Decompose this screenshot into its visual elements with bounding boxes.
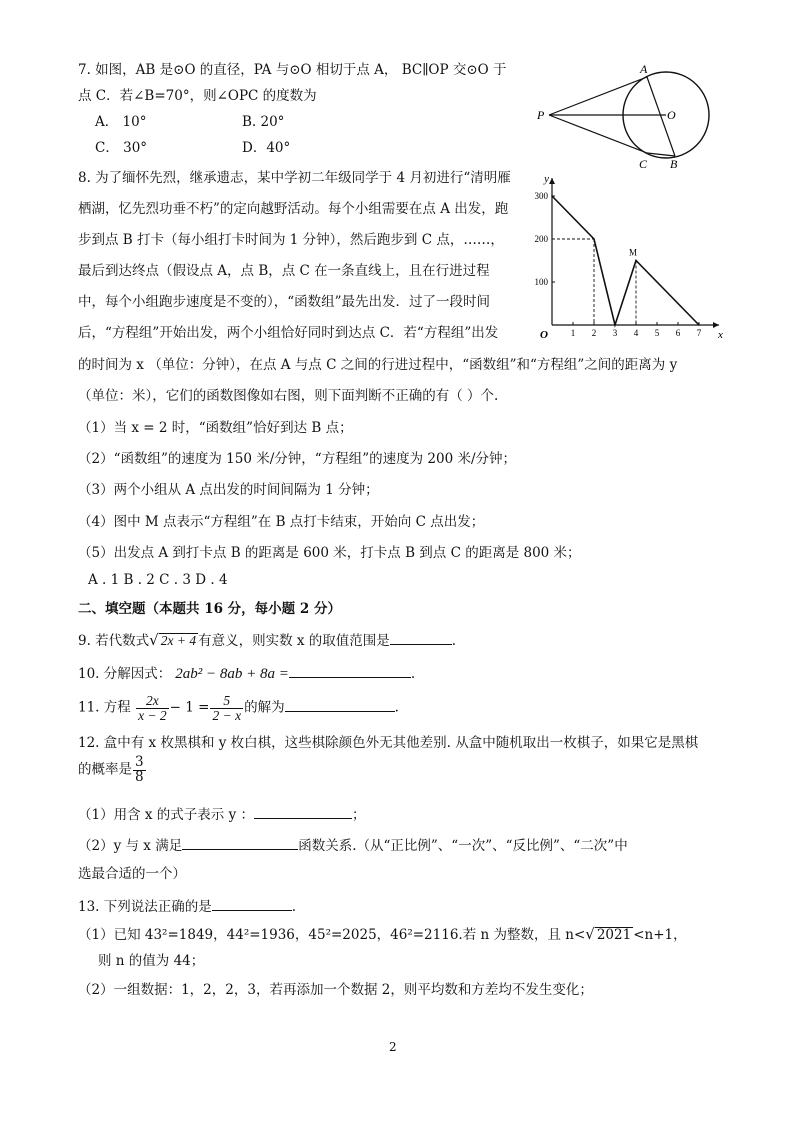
q10-expression: 2ab² − 8ab + 8a =	[175, 666, 289, 682]
origin-label: O	[540, 329, 548, 341]
data-point-0	[551, 195, 553, 197]
q11-frac2-num: 5	[210, 694, 243, 709]
section-2-heading: 二、填空题（本题共 16 分，每小题 2 分）	[78, 601, 341, 617]
q10-answer-blank[interactable]	[289, 664, 411, 678]
q8-line7: 的时间为 x （单位：分钟），在点 A 与点 C 之间的行进过程中，“函数组”和“方程组”之间的距离为 y	[78, 357, 678, 373]
label-p: P	[537, 108, 545, 122]
q7-option-c: C． 30°	[95, 140, 148, 156]
q8-line1: 8. 为了缅怀先烈，继承遗志，某中学初二年级同学于 4 月初进行“清明雁	[78, 170, 511, 186]
y-tick-label-300: 300	[534, 191, 548, 201]
x-tick-label-7: 7	[696, 328, 702, 338]
q9: 9. 若代数式√ 2x + 4 有意义，则实数 x 的取值范围是 .	[78, 631, 457, 649]
q10	[78, 664, 415, 683]
q8-line8: （单位：米），它们的函数图像如右图，则下面判断不正确的有（ ）个.	[78, 388, 499, 404]
x-axis-arrow	[713, 322, 719, 328]
segment-pa	[549, 77, 647, 115]
label-b: B	[670, 157, 678, 170]
label-a: A	[640, 62, 648, 76]
q11-end: .	[394, 699, 399, 716]
q11	[78, 694, 399, 722]
q13-sub1-line2: 则 n 的值为 44；	[98, 953, 205, 969]
q9-radicand: 2x + 4	[160, 633, 197, 648]
q10-end: .	[410, 666, 416, 682]
q12-sub1-end: ；	[352, 807, 366, 823]
q7-circle-figure	[535, 60, 710, 170]
data-point-4	[698, 324, 700, 326]
q13-sub1-radicand: 2021	[596, 927, 632, 943]
x-tick-label-5: 5	[654, 328, 660, 338]
q9-prefix: 9. 若代数式	[78, 633, 150, 649]
q7-option-d: D．40°	[242, 140, 291, 156]
q8-statement-1: （1）当 x = 2 时，“函数组”恰好到达 B 点；	[78, 420, 353, 436]
q7-option-a: A． 10°	[95, 114, 147, 130]
segment-pc	[549, 115, 647, 153]
q8-statement-5: （5）出发点 A 到打卡点 B 的距离是 600 米，打卡点 B 到点 C 的距离是 800 米；	[78, 545, 581, 561]
q13-sub1-prefix: （1）已知 43²=1849，44²=1936，45²=2025，46²=2116.若 n 为整数，且 n<	[78, 927, 586, 943]
q13-sub1-suffix: <n+1，	[633, 927, 687, 943]
q12-sub1	[78, 805, 366, 823]
q8-statement-3: （3）两个小组从 A 点出发的时间间隔为 1 分钟；	[78, 482, 379, 498]
q13-sub2: （2）一组数据：1，2，2，3，若再添加一个数据 2，则平均数和方差均不发生变化；	[78, 982, 593, 998]
data-point-3	[635, 260, 637, 262]
q12-line2	[78, 756, 147, 784]
q13-sub1: （1）已知 43²=1849，44²=1936，45²=2025，46²=2116.若 n 为整数，且 n<√ 2021 <n+1，	[78, 925, 687, 943]
q12-sub2-line2: 选最合适的一个）	[78, 866, 186, 882]
q12-sub2	[78, 836, 628, 854]
q8-function-graph	[530, 170, 730, 342]
x-tick-label-1: 1	[570, 328, 576, 338]
q9-suffix: 有意义，则实数 x 的取值范围是	[198, 633, 390, 649]
q8-line4: 最后到达终点（假设点 A，点 B，点 C 在一条直线上，且在行进过程	[78, 263, 490, 279]
x-tick-label-3: 3	[612, 328, 618, 338]
q12-line2-prefix: 的概率是	[78, 761, 132, 778]
q8-line3: 步到点 B 打卡（每小组打卡时间为 1 分钟），然后跑步到 C 点，……，	[78, 232, 504, 248]
q8-line2: 栖湖，忆先烈功垂不朽”的定向越野活动。每个小组需要在点 A 出发，跑	[78, 201, 509, 217]
q8-statement-4: （4）图中 M 点表示“方程组”在 B 点打卡结束，开始向 C 点出发；	[78, 514, 485, 530]
q9-answer-blank[interactable]	[390, 631, 452, 645]
q12-sub1-answer-blank[interactable]	[254, 805, 352, 819]
label-o: O	[667, 108, 676, 122]
data-point-2	[614, 324, 616, 326]
point-m-label: M	[628, 247, 638, 258]
q13-end: .	[291, 899, 297, 915]
q11-suffix: 的解为	[244, 699, 285, 716]
q11-frac1-den: x − 2	[138, 707, 167, 723]
q12-sub2-prefix: （2）y 与 x 满足	[78, 838, 183, 854]
q12-line1: 12. 盒中有 x 枚黑棋和 y 枚白棋，这些棋除颜色外无其他差别. 从盒中随机取出一枚棋子，如果它是黑棋	[78, 735, 699, 751]
q13-prefix: 13. 下列说法正确的是	[78, 899, 212, 915]
page-number: 2	[389, 1040, 397, 1054]
q8-line6: 后，“方程组”开始出发，两个小组恰好同时到达点 C．若“方程组”出发	[78, 325, 499, 341]
q12-sub2-answer-blank[interactable]	[182, 836, 298, 850]
q11-frac1-num: 2x	[136, 694, 169, 709]
q12-sub2-suffix: 函数关系.（从“正比例”、“一次”、“反比例”、“二次”中	[298, 838, 628, 854]
q7-line2: 点 C．若∠B=70°，则∠OPC 的度数为	[78, 88, 317, 104]
series-line	[552, 196, 699, 325]
q11-prefix: 11. 方程	[78, 699, 131, 716]
q11-middle: − 1 =	[169, 699, 210, 716]
q13-answer-blank[interactable]	[212, 897, 292, 911]
q11-answer-blank[interactable]	[285, 698, 395, 712]
q8-options: A . 1 B . 2 C . 3 D . 4	[88, 572, 228, 588]
q9-end: .	[451, 633, 457, 649]
y-tick-label-100: 100	[534, 277, 548, 287]
q12-sub1-prefix: （1）用含 x 的式子表示 y ：	[78, 807, 254, 823]
y-tick-label-200: 200	[534, 234, 548, 244]
q8-statement-2: （2）“函数组”的速度为 150 米/分钟，“方程组”的速度为 200 米/分钟；	[78, 451, 516, 467]
x-tick-label-6: 6	[675, 328, 681, 338]
x-tick-label-4: 4	[633, 328, 639, 338]
q8-line5: 中，每个小组跑步速度是不变的），“函数组”最先出发．过了一段时间	[78, 294, 491, 310]
q7-line1: 7. 如图，AB 是⊙O 的直径，PA 与⊙O 相切于点 A， BC∥OP 交⊙O 于	[78, 62, 507, 78]
q13-line1	[78, 897, 296, 915]
y-axis-label: y	[544, 173, 549, 185]
q7-option-b: B. 20°	[242, 114, 285, 130]
y-axis-arrow	[549, 178, 555, 184]
q12-frac-den: 8	[135, 768, 144, 785]
q10-prefix: 10. 分解因式：	[78, 666, 172, 682]
label-c: C	[639, 157, 648, 170]
q12-frac-num: 3	[135, 754, 144, 770]
q11-frac2-den: 2 − x	[212, 707, 242, 723]
x-axis-label: x	[718, 329, 723, 341]
x-tick-label-2: 2	[591, 328, 597, 338]
data-point-1	[593, 238, 595, 240]
